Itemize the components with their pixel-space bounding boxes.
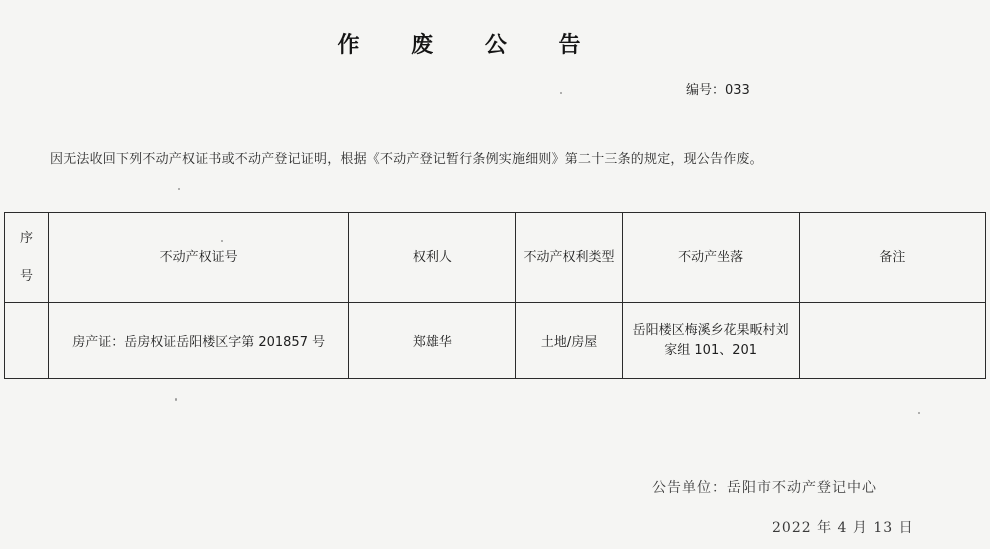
scan-speck [918,412,920,414]
cell-cert-no: 房产证：岳房权证岳阳楼区字第 201857 号 [49,303,349,379]
header-owner: 权利人 [349,213,516,303]
cell-location: 岳阳楼区梅溪乡花果畈村刘家组 101、201 [622,303,799,379]
header-note: 备注 [799,213,985,303]
document-number [686,79,750,98]
cell-right-type: 土地/房屋 [516,303,622,379]
issue-date: 2022 年 4 月 13 日 [772,520,914,536]
cell-note [799,303,985,379]
header-cert-no: 不动产权证号 [49,213,349,303]
issuing-agency: 公告单位：岳阳市不动产登记中心 [652,480,877,496]
header-right-type: 不动产权利类型 [516,213,622,303]
cell-owner: 郑雄华 [349,303,516,379]
scan-speck [560,92,562,94]
scan-speck [221,240,223,242]
cell-seq [5,303,49,379]
header-seq: 序号 [5,213,49,303]
invalidated-certificates-table [4,212,986,379]
document-number-value: 033 [725,83,750,98]
table-header-row [5,213,986,303]
scan-speck [175,398,177,401]
table-row [5,303,986,379]
notice-title: 作 废 公 告 [337,32,603,58]
header-location: 不动产坐落 [622,213,799,303]
intro-paragraph: 因无法收回下列不动产权证书或不动产登记证明，根据《不动产登记暂行条例实施细则》第二十三条的规定，现公告作废。 [50,152,763,167]
scan-speck [178,188,180,190]
document-number-label: 编号： [686,83,726,98]
